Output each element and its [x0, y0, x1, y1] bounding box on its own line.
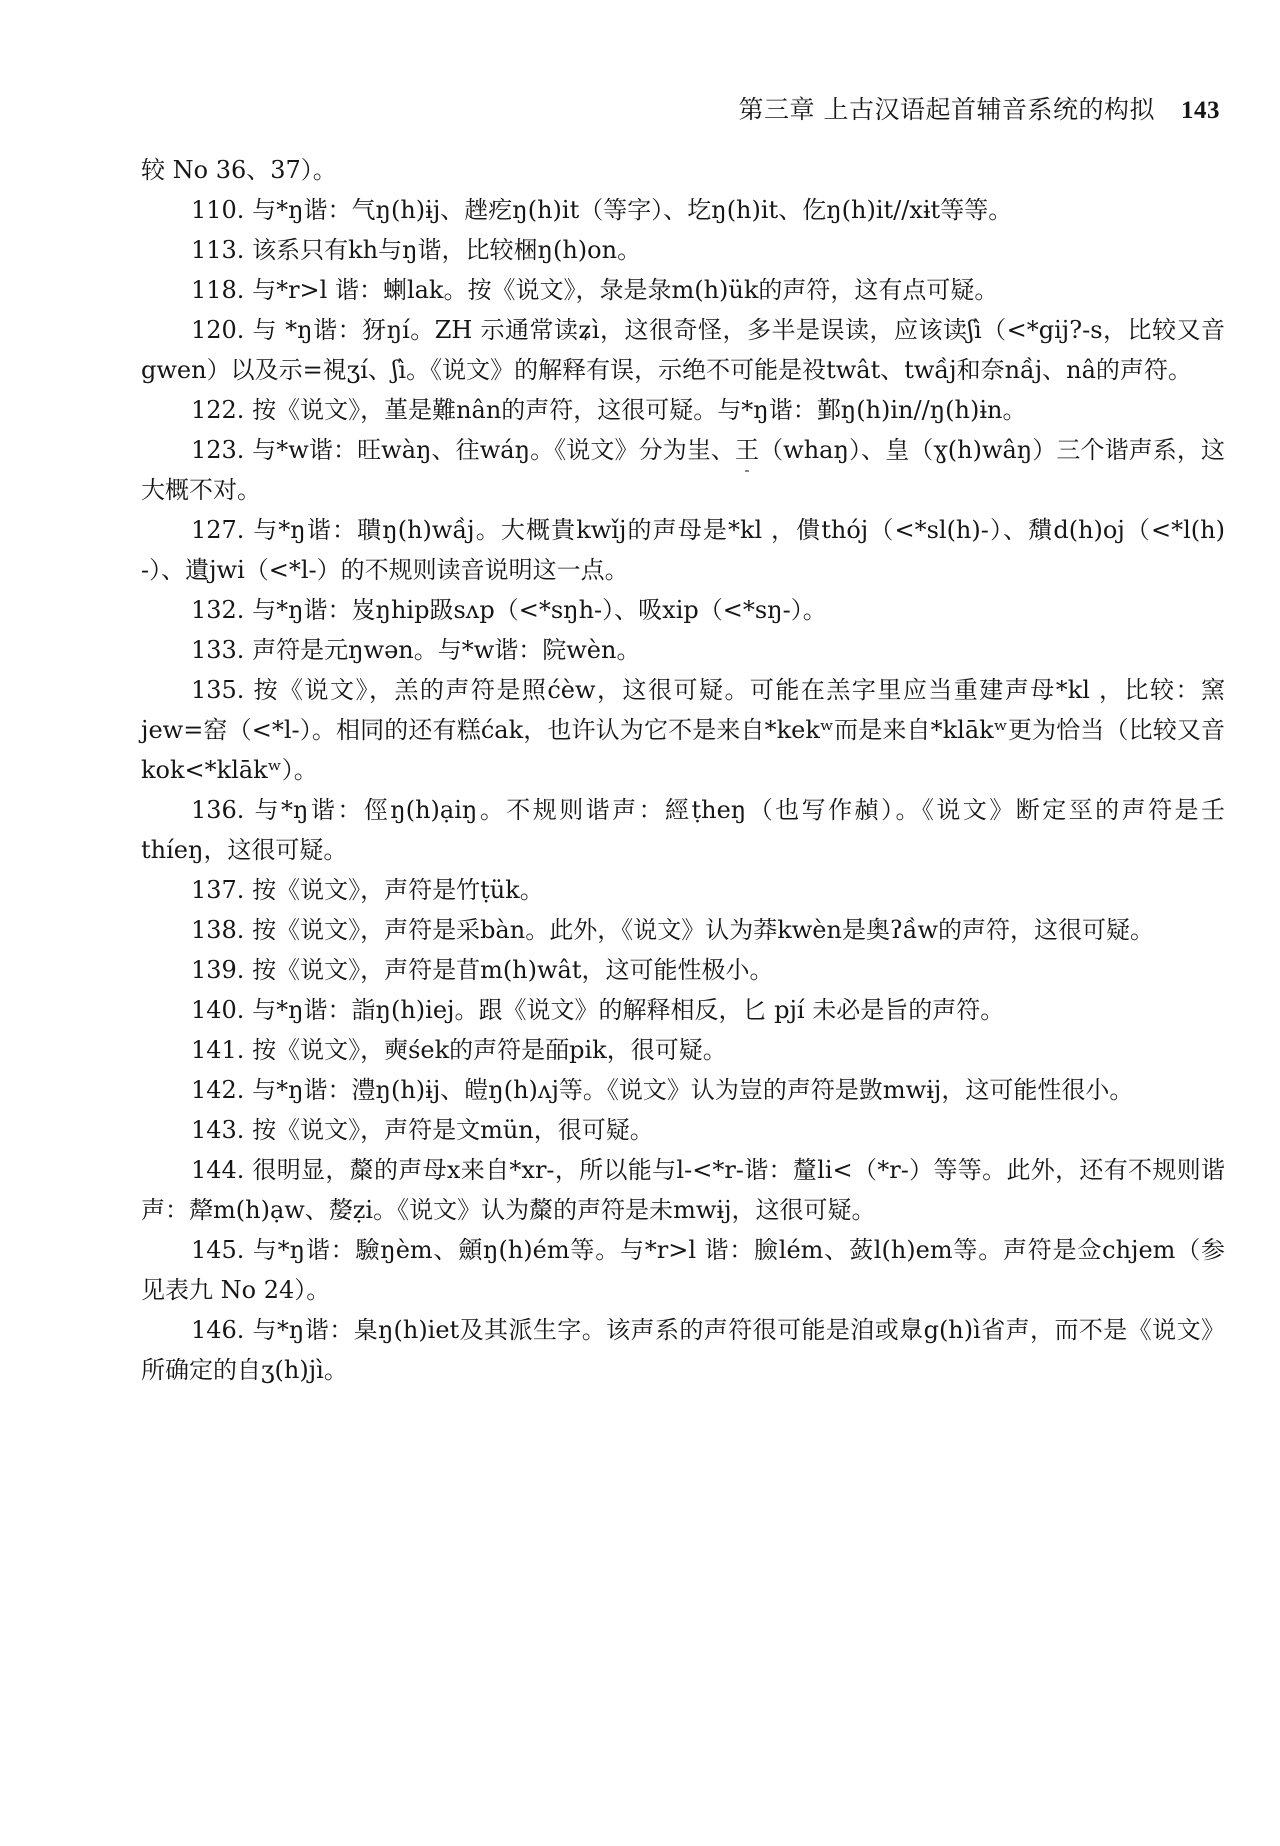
paragraph: 135. 按《说文》，羔的声符是照ćèw，这很可疑。可能在羔字里应当重建声母*kl ，比较：窯jew=窑（<*l-）。相同的还有糕ćak，也许认为它不是来自*kekʷ而是来自*klākʷ更为恰当（比较又音kok<*klākʷ）。 [141, 676, 1225, 784]
paragraph: 123. 与*w谐：旺wàŋ、往wáŋ。《说文》分为㞷、王（whaŋ）、皇（ɣ(h)wâŋ）三个谐声系，这大概不对。 [141, 436, 1225, 504]
page-number: 143 [1181, 97, 1220, 124]
paragraph: 133. 声符是元ŋwən。与*w谐：院wèn。 [191, 636, 641, 664]
paragraph: 140. 与*ŋ谐：詣ŋ(h)iej。跟《说文》的解释相反，匕 pjí 未必是旨的声符。 [191, 996, 1005, 1024]
running-head [739, 90, 1220, 126]
paragraph: 139. 按《说文》，声符是苜m(h)wât，这可能性极小。 [191, 956, 774, 984]
paragraph: 113. 该系只有kh与ŋ谐，比较梱ŋ(h)on。 [191, 236, 642, 264]
paragraph: 132. 与*ŋ谐：岌ŋhip趿sʌp（<*sŋh-）、吸xip（<*sŋ-）。 [191, 596, 827, 624]
body-text [141, 150, 1225, 1390]
paragraph: 138. 按《说文》，声符是采bàn。此外，《说文》认为莽kwèn是奥ʔầw的声符，这很可疑。 [191, 916, 1155, 944]
paragraph: 110. 与*ŋ谐：气ŋ(h)ɨj、趖疙ŋ(h)it（等字）、圪ŋ(h)it、仡ŋ(h)it//xɨt等等。 [191, 196, 1013, 224]
chapter-title: 第三章 上古汉语起首辅音系统的构拟 [738, 95, 1155, 124]
paragraph: 137. 按《说文》，声符是竹ṭük。 [191, 876, 544, 904]
paragraph: 122. 按《说文》，堇是難nân的声符，这很可疑。与*ŋ谐：鄞ŋ(h)in//ŋ(h)ɨn。 [191, 396, 1027, 424]
paragraph: 136. 与*ŋ谐：俓ŋ(h)ạiŋ。不规则谐声：經ṭheŋ（也写作赬）。《说文》断定巠的声符是壬thíeŋ，这很可疑。 [141, 796, 1225, 864]
paragraph: 127. 与*ŋ谐：聵ŋ(h)wầj。大概貴kwǐj的声母是*kl ，僓thój（<*sl(h)-）、穨d(h)oj（<*l(h) -）、遺jwi（<*l-）的不规则读音说明这一点。 [141, 516, 1225, 584]
paragraph: 118. 与*r>l 谐：蝲lak。按《说文》，彔是彔m(h)ük的声符，这有点可疑。 [191, 276, 999, 304]
paragraph: 较 No 36、37）。 [141, 156, 337, 184]
paragraph: 145. 与*ŋ谐：驗ŋèm、顩ŋ(h)ém等。与*r>l 谐：臉lém、蔹l(h)em等。声符是佥chjem（参见表九 No 24）。 [141, 1236, 1225, 1304]
paragraph: 141. 按《说文》，奭śek的声符是皕pik，很可疑。 [191, 1036, 727, 1064]
paragraph: 142. 与*ŋ谐：澧ŋ(h)ɨj、皚ŋ(h)ʌj等。《说文》认为豈的声符是敳mwɨj，这可能性很小。 [191, 1076, 1134, 1104]
paragraph: 146. 与*ŋ谐：臬ŋ(h)iet及其派生字。该声系的声符很可能是洎或臮g(h)ì省声，而不是《说文》所确定的自ʒ(h)jì。 [141, 1316, 1225, 1384]
paragraph: 143. 按《说文》，声符是文mün，很可疑。 [191, 1116, 654, 1144]
paragraph: 120. 与 *ŋ谐：犽ŋí。ZH 示通常读ʑì，这很奇怪，多半是误读，应该读ʃì（<*gij?-s，比较又音gwen）以及示=視ʒí、ʃì。《说文》的解释有误，示绝不可能是祋twât、twầj和奈nầj、nâ的声符。 [141, 316, 1225, 384]
paragraph: 144. 很明显，斄的声母x来自*xr-，所以能与l-<*r-谐：釐li<（*r-）等等。此外，还有不规则谐声：犛m(h)ạw、嫠ẓi。《说文》认为斄的声符是未mwɨj，这很可疑。 [141, 1156, 1225, 1224]
scan-speck [745, 470, 749, 472]
